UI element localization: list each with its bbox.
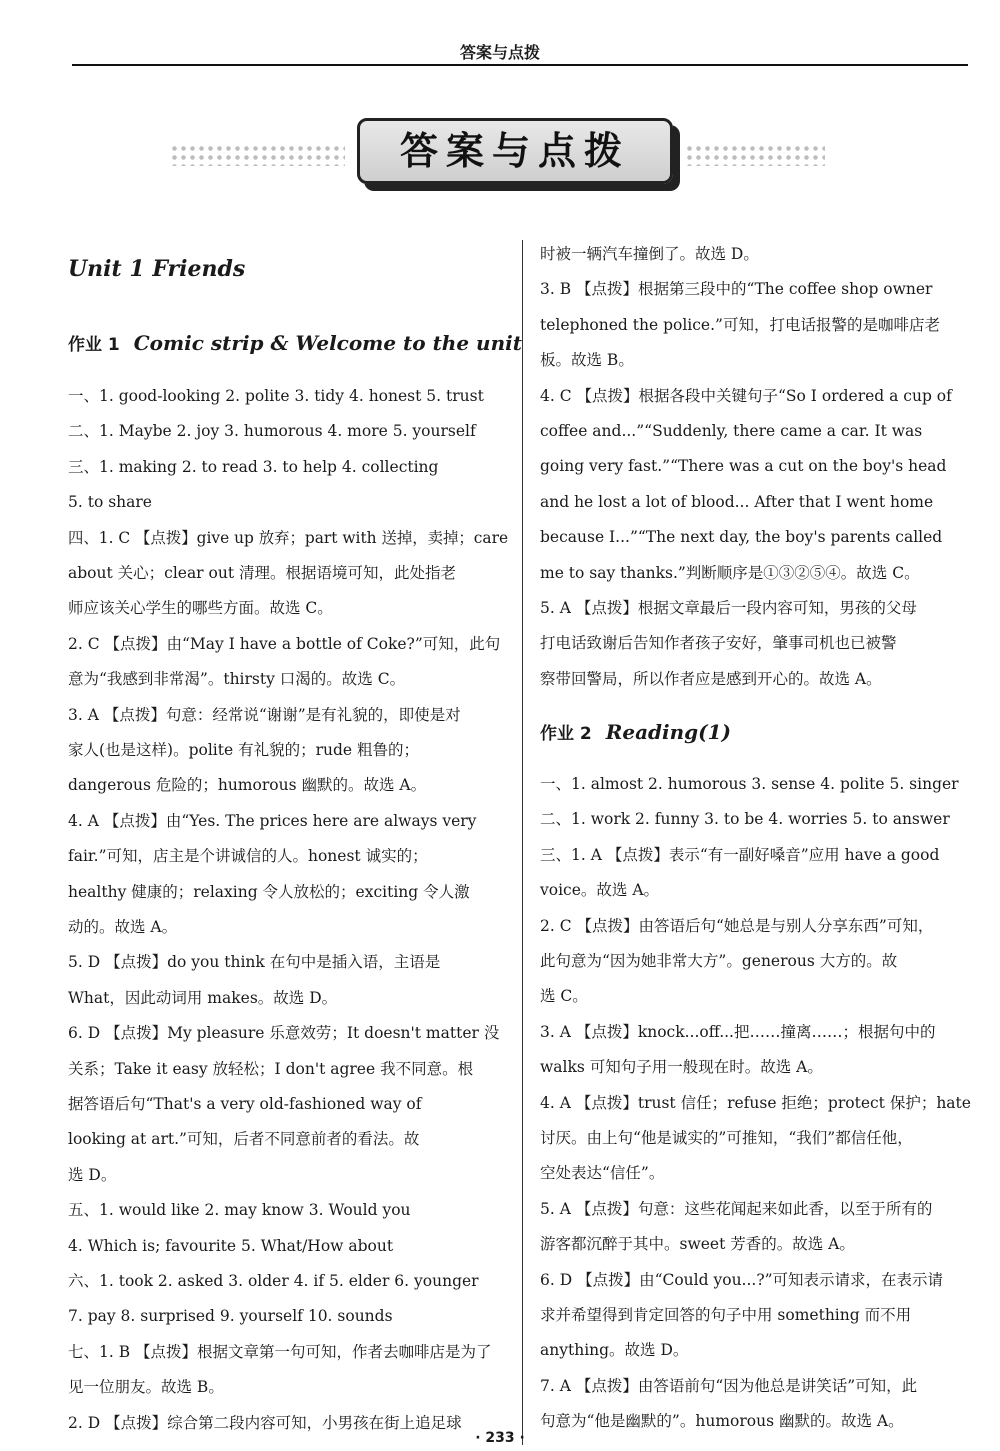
answer-line: 7. A 【点拨】由答语前句“因为他总是讲笑话”可知，此 — [540, 1376, 918, 1395]
answer-line: 动的。故选 A。 — [68, 918, 178, 936]
banner-title: 答案与点拨 — [357, 118, 673, 184]
answer-line: about 关心；clear out 清理。根据语境可知，此处指老 — [68, 564, 456, 582]
answer-line: 讨厌。由上句“他是诚实的”可推知，“我们”都信任他， — [540, 1129, 913, 1147]
answer-line: What，因此动词用 makes。故选 D。 — [68, 988, 338, 1007]
answer-line: anything。故选 D。 — [540, 1341, 689, 1360]
answer-line: 2. C 【点拨】由答语后句“她总是与别人分享东西”可知， — [540, 916, 934, 935]
answer-line: 求并希望得到肯定回答的句子中用 something 而不用 — [540, 1306, 912, 1324]
running-head: 答案与点拨 — [459, 43, 540, 62]
answer-line: walks 可知句子用一般现在时。故选 A。 — [540, 1058, 823, 1077]
answer-line: 师应该关心学生的哪些方面。故选 C。 — [68, 599, 333, 618]
answer-line: 5. A 【点拨】根据文章最后一段内容可知，男孩的父母 — [540, 599, 917, 617]
answer-line: 游客都沉醉于其中。sweet 芳香的。故选 A。 — [540, 1235, 855, 1254]
answer-line: looking at art.”可知，后者不同意前者的看法。故 — [68, 1130, 420, 1149]
answer-line: 4. A 【点拨】trust 信任；refuse 拒绝；protect 保护；hate — [540, 1093, 971, 1112]
answer-line: and he lost a lot of blood... After that I went home — [540, 492, 934, 511]
homework-1-name: Comic strip & Welcome to the unit — [133, 331, 522, 355]
answer-line: 七、1. B 【点拨】根据文章第一句可知，作者去咖啡店是为了 — [68, 1342, 492, 1361]
answer-line: 4. A 【点拨】由“Yes. The prices here are always very — [68, 811, 477, 830]
title-banner — [170, 118, 830, 190]
answer-line: going very fast.”“There was a cut on the boy's head — [540, 457, 947, 476]
answer-line: 3. A 【点拨】句意：经常说“谢谢”是有礼貌的，即使是对 — [68, 705, 461, 724]
answer-line: 7. pay 8. surprised 9. yourself 10. sounds — [68, 1307, 393, 1326]
answer-line: 4. Which is; favourite 5. What/How about — [68, 1236, 394, 1255]
banner-dots-right — [685, 144, 825, 166]
answer-line: 察带回警局，所以作者应是感到开心的。故选 A。 — [540, 669, 882, 688]
answer-line: 2. D 【点拨】综合第二段内容可知，小男孩在街上追足球 — [68, 1413, 462, 1432]
answer-line: 时被一辆汽车撞倒了。故选 D。 — [540, 245, 759, 263]
answer-line: 一、1. almost 2. humorous 3. sense 4. polite 5. singer — [540, 775, 959, 793]
homework-2-title — [540, 719, 731, 744]
answer-line: 据答语后句“That's a very old-fashioned way of — [68, 1095, 422, 1113]
answer-line: fair.”可知，店主是个讲诚信的人。honest 诚实的； — [68, 847, 428, 866]
answer-line: 选 D。 — [68, 1165, 117, 1184]
answer-line: 家人(也是这样)。polite 有礼貌的；rude 粗鲁的； — [68, 741, 420, 759]
homework-1-label: 作业 1 — [68, 335, 120, 355]
homework-1-title — [68, 330, 522, 355]
answer-line: 2. C 【点拨】由“May I have a bottle of Coke?”可知，此句 — [68, 634, 501, 653]
answer-line: 三、1. A 【点拨】表示“有一副好嗓音”应用 have a good — [540, 845, 940, 864]
header-rule — [72, 64, 968, 66]
answer-line: 意为“我感到非常渴”。thirsty 口渴的。故选 C。 — [68, 670, 406, 689]
answer-line: 打电话致谢后告知作者孩子安好，肇事司机也已被警 — [540, 634, 897, 653]
answer-line: 关系；Take it easy 放轻松；I don't agree 我不同意。根 — [68, 1059, 474, 1078]
answer-line: 板。故选 B。 — [540, 351, 634, 370]
answer-line: me to say thanks.”判断顺序是①③②⑤④。故选 C。 — [540, 563, 920, 582]
column-divider — [522, 240, 523, 1445]
unit-title: Unit 1 Friends — [68, 256, 246, 282]
page-number: · 233 · — [475, 1430, 525, 1446]
answer-line: 一、1. good-looking 2. polite 3. tidy 4. honest 5. trust — [68, 387, 484, 405]
answer-line: 三、1. making 2. to read 3. to help 4. collecting — [68, 457, 439, 476]
answer-line: 5. D 【点拨】do you think 在句中是插入语，主语是 — [68, 953, 441, 972]
answer-line: telephoned the police.”可知，打电话报警的是咖啡店老 — [540, 315, 940, 334]
answer-line: 6. D 【点拨】My pleasure 乐意效劳；It doesn't matter 没 — [68, 1024, 500, 1043]
answer-line: healthy 健康的；relaxing 令人放松的；exciting 令人激 — [68, 882, 470, 901]
answer-line: voice。故选 A。 — [540, 881, 660, 900]
answer-line: 4. C 【点拨】根据各段中关键句子“So I ordered a cup of — [540, 386, 952, 405]
answer-line: 6. D 【点拨】由“Could you...?”可知表示请求，在表示请 — [540, 1270, 944, 1289]
answer-line: 见一位朋友。故选 B。 — [68, 1378, 224, 1397]
homework-2-label: 作业 2 — [540, 724, 592, 744]
answer-line: 四、1. C 【点拨】give up 放弃；part with 送掉，卖掉；care — [68, 528, 509, 547]
answer-line: 3. B 【点拨】根据第三段中的“The coffee shop owner — [540, 280, 933, 299]
answer-line: coffee and...”“Suddenly, there came a car. It was — [540, 422, 923, 440]
answer-line: 此句意为“因为她非常大方”。generous 大方的。故 — [540, 952, 898, 970]
answer-line: 5. to share — [68, 493, 152, 512]
answer-line: 5. A 【点拨】句意：这些花闻起来如此香，以至于所有的 — [540, 1199, 933, 1218]
answer-line: 句意为“他是幽默的”。humorous 幽默的。故选 A。 — [540, 1412, 904, 1431]
homework-2-name: Reading(1) — [605, 720, 732, 744]
answer-line: 六、1. took 2. asked 3. older 4. if 5. elder 6. younger — [68, 1272, 479, 1290]
answer-line: 空处表达“信任”。 — [540, 1164, 665, 1183]
answer-line: 选 C。 — [540, 987, 588, 1006]
answer-line: 3. A 【点拨】knock...off...把……撞离……；根据句中的 — [540, 1022, 936, 1041]
answer-line: dangerous 危险的；humorous 幽默的。故选 A。 — [68, 776, 427, 795]
answer-line: because I...”“The next day, the boy's parents called — [540, 528, 943, 547]
answer-line: 二、1. work 2. funny 3. to be 4. worries 5. to answer — [540, 810, 950, 829]
answer-line: 五、1. would like 2. may know 3. Would you — [68, 1201, 411, 1220]
banner-dots-left — [170, 144, 345, 166]
answer-line: 二、1. Maybe 2. joy 3. humorous 4. more 5. yourself — [68, 422, 476, 441]
